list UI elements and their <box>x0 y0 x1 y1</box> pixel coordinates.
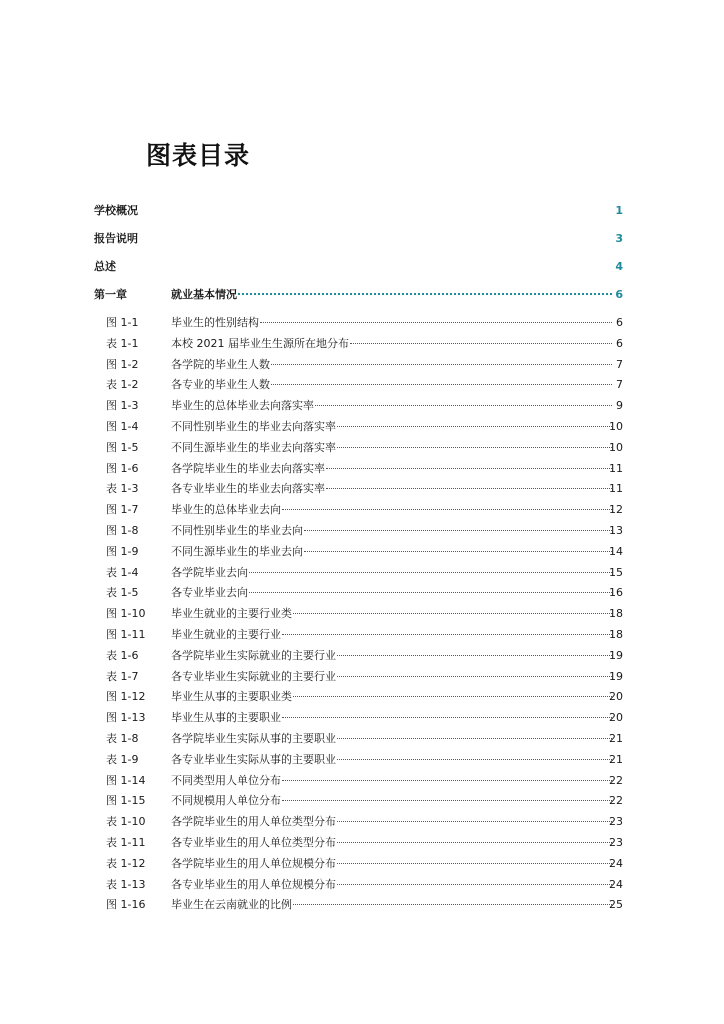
toc-entry-text: 毕业生的性别结构 <box>171 316 259 329</box>
toc-entry-major[interactable] <box>0 202 724 220</box>
toc-entry-label: 表 1-11 <box>106 836 146 849</box>
dot-leader <box>337 738 612 739</box>
toc-entry-page: 19 <box>609 669 623 683</box>
dot-leader <box>304 530 612 531</box>
toc-entry-minor[interactable] <box>0 335 724 353</box>
toc-entry-label: 图 1-13 <box>106 711 146 725</box>
toc-entry-minor[interactable] <box>0 543 724 561</box>
toc-entry-text: 各专业毕业去向 <box>171 586 248 600</box>
dot-leader <box>282 800 612 801</box>
toc-entry-page: 22 <box>609 773 623 787</box>
toc-entry-label: 图 1-5 <box>106 440 139 454</box>
toc-entry-text: 本校 2021 届毕业生生源所在地分布 <box>171 336 349 350</box>
toc-entry-label: 表 1-3 <box>106 482 139 496</box>
toc-entry-label: 表 1-5 <box>106 586 139 600</box>
toc-entry-text: 不同生源毕业生的毕业去向 <box>171 544 303 558</box>
toc-entry-page: 21 <box>609 732 623 745</box>
toc-entry-page: 25 <box>609 898 623 912</box>
dot-leader <box>337 676 612 677</box>
toc-entry-page: 6 <box>616 316 623 329</box>
toc-entry-label: 图 1-11 <box>106 628 146 641</box>
toc-entry-page: 18 <box>609 628 623 641</box>
toc-entry-page: 9 <box>616 399 623 413</box>
dot-leader <box>293 904 612 905</box>
toc-entry-minor[interactable] <box>0 792 724 810</box>
dot-leader <box>238 293 612 295</box>
dot-leader <box>337 426 612 427</box>
toc-entry-minor[interactable] <box>0 647 724 665</box>
toc-entry-page: 19 <box>609 648 623 662</box>
toc-entry-text: 不同类型用人单位分布 <box>171 773 281 787</box>
dot-leader <box>337 821 612 822</box>
toc-entry-text: 毕业生的总体毕业去向 <box>171 503 281 517</box>
toc-entry-minor[interactable] <box>0 813 724 831</box>
dot-leader <box>282 780 612 781</box>
toc-entry-label: 表 1-2 <box>106 378 139 392</box>
toc-entry-minor[interactable] <box>0 480 724 498</box>
toc-entry-text: 各专业的毕业生人数 <box>171 378 270 392</box>
toc-entry-minor[interactable] <box>0 626 724 644</box>
toc-entry-text: 各专业毕业生的毕业去向落实率 <box>171 482 325 496</box>
toc-entry-minor[interactable] <box>0 397 724 415</box>
dot-leader <box>337 447 612 448</box>
toc-entry-minor[interactable] <box>0 876 724 894</box>
toc-entry-minor[interactable] <box>0 376 724 394</box>
toc-entry-label: 图 1-1 <box>106 316 139 329</box>
toc-entry-minor[interactable] <box>0 460 724 478</box>
toc-entry-text: 各学院毕业生实际就业的主要行业 <box>171 648 336 662</box>
toc-entry-minor[interactable] <box>0 772 724 790</box>
page-title: 图表目录 <box>146 141 251 170</box>
toc-entry-label: 图 1-16 <box>106 898 146 912</box>
toc-entry-major[interactable] <box>0 258 724 276</box>
toc-entry-text: 毕业生在云南就业的比例 <box>171 898 292 912</box>
toc-entry-minor[interactable] <box>0 605 724 623</box>
toc-entry-text: 各专业毕业生的用人单位类型分布 <box>171 836 336 849</box>
dot-leader <box>337 842 612 843</box>
toc-entry-text: 毕业生从事的主要职业类 <box>171 690 292 704</box>
toc-entry-text: 各专业毕业生实际从事的主要职业 <box>171 752 336 766</box>
toc-entry-page: 21 <box>609 752 623 766</box>
toc-entry-label: 图 1-7 <box>106 503 139 517</box>
toc-entry-label: 表 1-4 <box>106 565 139 579</box>
dot-leader <box>337 655 612 656</box>
toc-entry-page: 3 <box>615 232 623 245</box>
toc-entry-minor[interactable] <box>0 834 724 852</box>
toc-entry-minor[interactable] <box>0 439 724 457</box>
dot-leader <box>293 613 612 614</box>
toc-entry-label: 表 1-13 <box>106 877 146 891</box>
toc-entry-minor[interactable] <box>0 356 724 374</box>
toc-entry-label: 图 1-14 <box>106 773 146 787</box>
toc-entry-page: 6 <box>616 336 623 350</box>
dot-leader <box>260 322 612 323</box>
toc-entry-label: 总述 <box>94 260 116 273</box>
toc-entry-text: 各学院毕业生的毕业去向落实率 <box>171 461 325 475</box>
toc-entry-text: 各专业毕业生实际就业的主要行业 <box>171 669 336 683</box>
toc-entry-minor[interactable] <box>0 522 724 540</box>
dot-leader <box>282 717 612 718</box>
toc-entry-minor[interactable] <box>0 730 724 748</box>
dot-leader <box>337 863 612 864</box>
toc-entry-page: 23 <box>609 815 623 829</box>
toc-entry-page: 10 <box>609 440 623 454</box>
toc-entry-page: 15 <box>609 565 623 579</box>
toc-entry-text: 毕业生就业的主要行业类 <box>171 607 292 621</box>
toc-entry-page: 20 <box>609 711 623 725</box>
dot-leader <box>282 509 612 510</box>
toc-entry-text: 不同规模用人单位分布 <box>171 794 281 808</box>
toc-entry-page: 23 <box>609 836 623 849</box>
toc-entry-label: 表 1-9 <box>106 752 139 766</box>
toc-entry-label: 图 1-15 <box>106 794 146 808</box>
toc-entry-minor[interactable] <box>0 751 724 769</box>
toc-entry-page: 11 <box>609 482 623 496</box>
dot-leader <box>337 884 612 885</box>
toc-entry-page: 16 <box>609 586 623 600</box>
toc-entry-minor[interactable] <box>0 314 724 332</box>
toc-entry-page: 4 <box>615 260 623 273</box>
toc-entry-page: 18 <box>609 607 623 621</box>
toc-entry-label: 表 1-8 <box>106 732 139 745</box>
toc-entry-text: 不同性别毕业生的毕业去向 <box>171 524 303 537</box>
toc-entry-text: 各专业毕业生的用人单位规模分布 <box>171 877 336 891</box>
toc-entry-label: 图 1-2 <box>106 357 139 371</box>
toc-entry-text: 毕业生从事的主要职业 <box>171 711 281 725</box>
toc-entry-page: 6 <box>615 288 623 301</box>
toc-entry-minor[interactable] <box>0 896 724 914</box>
dot-leader <box>304 551 612 552</box>
toc-entry-label: 表 1-10 <box>106 815 146 829</box>
toc-entry-minor[interactable] <box>0 668 724 686</box>
dot-leader <box>337 759 612 760</box>
toc-entry-minor[interactable] <box>0 501 724 519</box>
toc-entry-page: 13 <box>609 524 623 537</box>
toc-entry-minor[interactable] <box>0 855 724 873</box>
toc-entry-text: 各学院毕业生的用人单位规模分布 <box>171 856 336 870</box>
toc-entry-page: 24 <box>609 877 623 891</box>
toc-entry-label: 图 1-4 <box>106 420 139 433</box>
toc-entry-text: 各学院毕业去向 <box>171 565 248 579</box>
toc-entry-text: 不同生源毕业生的毕业去向落实率 <box>171 440 336 454</box>
toc-entry-label: 图 1-3 <box>106 399 139 413</box>
toc-entry-label: 学校概况 <box>94 204 138 217</box>
toc-entry-label: 图 1-10 <box>106 607 146 621</box>
toc-entry-page: 7 <box>616 357 623 371</box>
toc-entry-label: 表 1-6 <box>106 648 139 662</box>
toc-entry-label: 表 1-1 <box>106 336 139 350</box>
toc-entry-text: 各学院毕业生实际从事的主要职业 <box>171 732 336 745</box>
toc-entry-label: 表 1-12 <box>106 856 146 870</box>
toc-entry-label: 图 1-6 <box>106 461 139 475</box>
dot-leader <box>271 364 612 365</box>
dot-leader <box>326 488 612 489</box>
dot-leader <box>249 572 612 573</box>
toc-entry-major[interactable] <box>0 286 724 304</box>
toc-entry-minor[interactable] <box>0 584 724 602</box>
dot-leader <box>271 384 612 385</box>
toc-entry-text: 各学院毕业生的用人单位类型分布 <box>171 815 336 829</box>
toc-entry-text: 毕业生就业的主要行业 <box>171 628 281 641</box>
toc-entry-label: 图 1-12 <box>106 690 146 704</box>
toc-entry-minor[interactable] <box>0 688 724 706</box>
toc-entry-page: 1 <box>615 204 623 217</box>
dot-leader <box>350 343 612 344</box>
toc-entry-label: 第一章 <box>94 288 127 301</box>
toc-entry-text: 各学院的毕业生人数 <box>171 357 270 371</box>
toc-entry-minor[interactable] <box>0 418 724 436</box>
toc-entry-page: 20 <box>609 690 623 704</box>
toc-entry-text: 毕业生的总体毕业去向落实率 <box>171 399 314 413</box>
toc-entry-minor[interactable] <box>0 564 724 582</box>
toc-entry-label: 表 1-7 <box>106 669 139 683</box>
toc-entry-label: 图 1-9 <box>106 544 139 558</box>
toc-entry-minor[interactable] <box>0 709 724 727</box>
dot-leader <box>326 468 612 469</box>
toc-entry-page: 10 <box>609 420 623 433</box>
toc-entry-label: 图 1-8 <box>106 524 139 537</box>
toc-entry-page: 24 <box>609 856 623 870</box>
dot-leader <box>249 592 612 593</box>
toc-entry-major[interactable] <box>0 230 724 248</box>
dot-leader <box>293 696 612 697</box>
dot-leader <box>315 405 612 406</box>
toc-entry-page: 22 <box>609 794 623 808</box>
toc-entry-page: 11 <box>609 461 623 475</box>
toc-entry-label: 报告说明 <box>94 232 138 245</box>
toc-entry-text: 不同性别毕业生的毕业去向落实率 <box>171 420 336 433</box>
toc-entry-text: 就业基本情况 <box>171 288 237 301</box>
toc-entry-page: 7 <box>616 378 623 392</box>
toc-entry-page: 14 <box>609 544 623 558</box>
toc-entry-page: 12 <box>609 503 623 517</box>
dot-leader <box>282 634 612 635</box>
